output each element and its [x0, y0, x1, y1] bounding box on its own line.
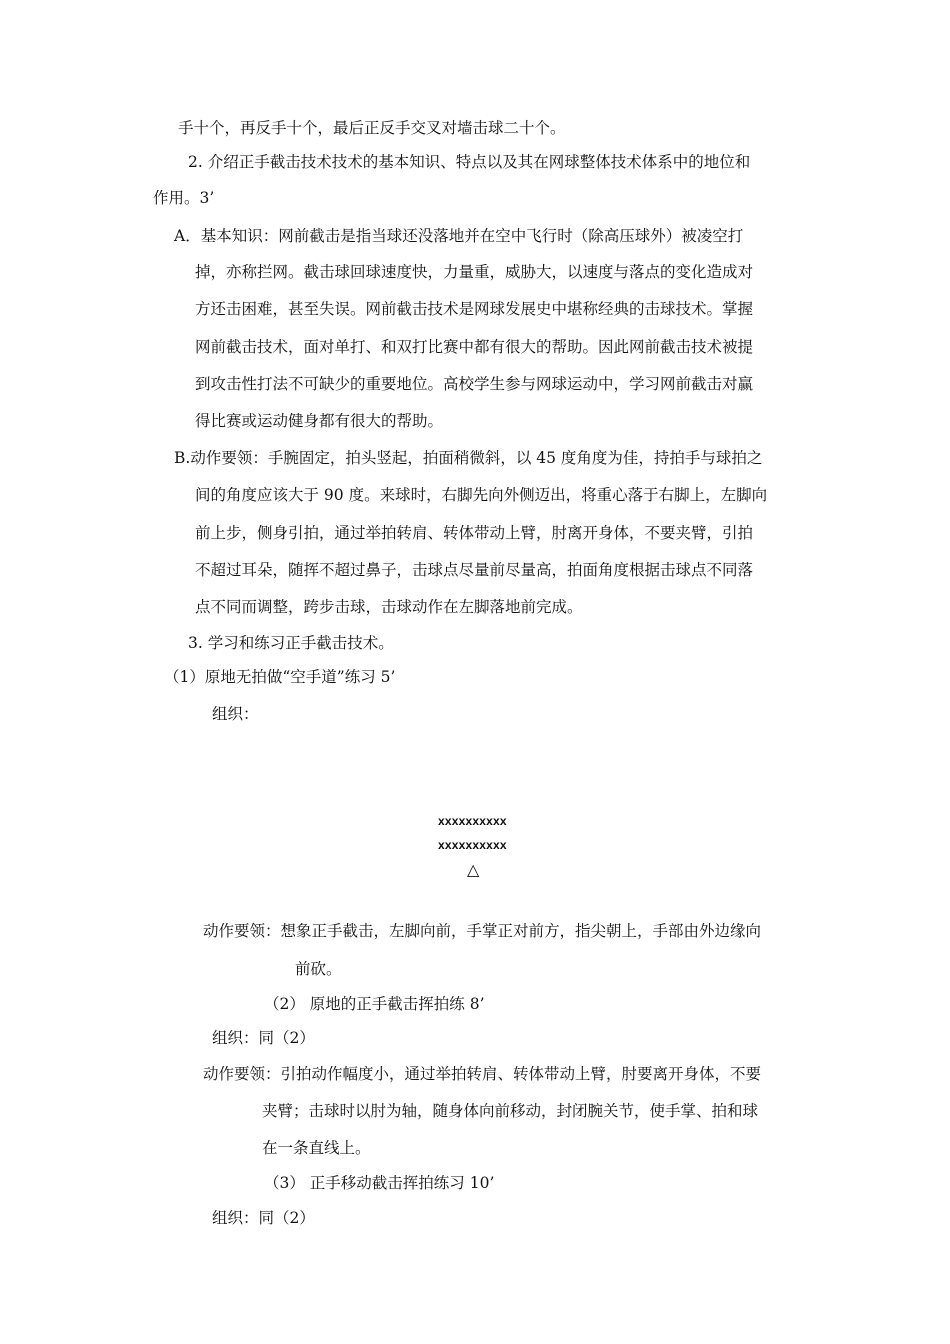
- teacher-triangle-icon: △: [467, 860, 480, 879]
- text-line: 到攻击性打法不可缺少的重要地位。高校学生参与网球运动中，学习网前截击对赢: [195, 375, 754, 393]
- text-line: 动作要领：引拍动作幅度小，通过举拍转肩、转体带动上臂，肘要离开身体，不要: [203, 1065, 762, 1083]
- organization-label: 组织：同（2）: [212, 1029, 315, 1047]
- text-line: 在一条直线上。: [262, 1139, 371, 1157]
- basic-knowledge-heading: A．基本知识：网前截击是指当球还没落地并在空中飞行时（除高压球外）被凌空打: [174, 227, 744, 245]
- text-line: 手十个，再反手十个，最后正反手交叉对墙击球二十个。: [178, 119, 566, 137]
- text-line: 间的角度应该大于 90 度。来球时，右脚先向外侧迈出，将重心落于右脚上，左脚向: [195, 486, 768, 504]
- text-line: 掉，亦称拦网。截击球回球速度快，力量重，威胁大，以速度与落点的变化造成对: [195, 263, 754, 281]
- text-line: 前上步，侧身引拍，通过举拍转肩、转体带动上臂，肘离开身体，不要夹臂，引拍: [195, 524, 754, 542]
- text-line: 点不同而调整，跨步击球，击球动作在左脚落地前完成。: [195, 598, 583, 616]
- formation-row-2: xxxxxxxxxx: [438, 838, 507, 852]
- text-line: 动作要领：想象正手截击，左脚向前，手掌正对前方，指尖朝上，手部由外边缘向: [203, 922, 762, 940]
- text-line: 作用。3’: [153, 189, 215, 207]
- formation-row-1: xxxxxxxxxx: [438, 814, 507, 828]
- action-essentials-heading: B.动作要领：手腕固定，拍头竖起，拍面稍微斜，以 45 度角度为佳，持拍手与球拍之: [174, 449, 763, 467]
- organization-label: 组织：: [212, 705, 259, 723]
- exercise-2-heading: （2） 原地的正手截击挥拍练 8’: [264, 995, 485, 1013]
- exercise-3-heading: （3） 正手移动截击挥拍练习 10’: [264, 1174, 495, 1192]
- section-heading-2: 2. 介绍正手截击技术技术的基本知识、特点以及其在网球整体技术体系中的地位和: [188, 153, 751, 171]
- text-line: 网前截击技术，面对单打、和双打比赛中都有很大的帮助。因此网前截击技术被提: [195, 338, 754, 356]
- text-line: 夹臂；击球时以肘为轴，随身体向前移动，封闭腕关节，使手掌、拍和球: [262, 1102, 759, 1120]
- text-line: 不超过耳朵，随挥不超过鼻子，击球点尽量前尽量高，拍面角度根据击球点不同落: [195, 561, 754, 579]
- organization-label: 组织：同（2）: [212, 1209, 315, 1227]
- text-line: 前砍。: [295, 960, 342, 978]
- section-heading-3: 3. 学习和练习正手截击技术。: [188, 634, 394, 652]
- exercise-1-heading: （1）原地无拍做“空手道”练习 5’: [164, 668, 396, 686]
- text-line: 方还击困难，甚至失误。网前截击技术是网球发展史中堪称经典的击球技术。掌握: [195, 300, 754, 318]
- text-line: 得比赛或运动健身都有很大的帮助。: [195, 412, 444, 430]
